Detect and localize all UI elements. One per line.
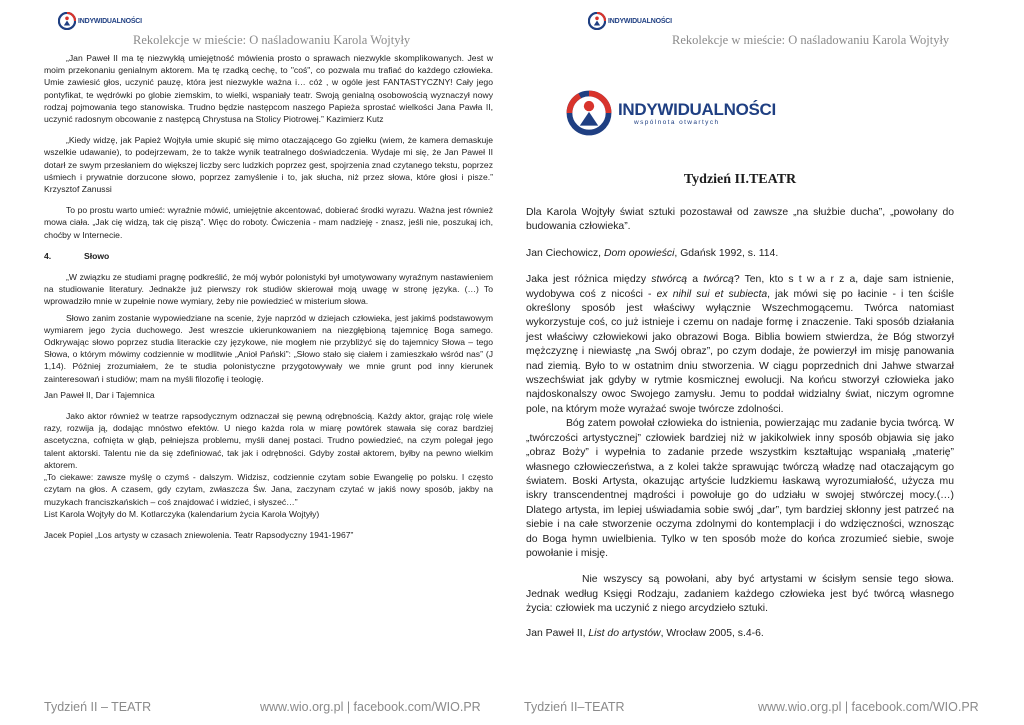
footer-links: www.wio.org.pl | facebook.com/WIO.PR [260,700,481,714]
paragraph-exercise: To po prostu warto umieć: wyraźnie mówić, umiejętnie akcentować, dobierać środki wyrazu. Ważna jest również mowa ciała. „Jak cię widzą, tak cię piszą”. Więc do roboty. Ćwiczenia - mam nadzieję - znasz, jeśli nie, poszukaj ich, choćby w Internecie. [44,205,493,240]
section-title: Słowo [84,250,110,261]
intro-paragraph: Dla Karola Wojtyły świat sztuki pozostawał od zawsze „na służbie ducha”, „powołany do budowania człowieka”. [526,207,954,233]
citation-popiel: Jacek Popiel „Los artysty w czasach zniewolenia. Teatr Rapsodyczny 1941-1967” [44,529,354,540]
quote-letter: „To ciekawe: zawsze myślę o czymś - dalszym. Widzisz, codziennie czytam sobie Ewangelię po polsku. I często czytam na głos. A czasem, gdy czytam, zwłaszcza Św. Jana, zaczynam czytać w jakiś nowy sposób, jakby na muzykach franciszkańskich – coś znajdować i widzieć, i słyszeć…” [44,472,493,507]
quote-word: Słowo zanim zostanie wypowiedziane na scenie, żyje naprzód w dziejach człowieka, jest jakimś podstawowym wymiarem jego życia duchowego. Jest wreszcie ukierunkowaniem na niezgłębioną tajemnicę Boga samego. Odkrywając słowo poprzez studia literackie czy językowe, nie mogłem nie przybliżyć się do tajemnicy Słowa – tego Słowa, o którym mówimy codziennie w modlitwie „Anioł Pański”: „Słowo stało się ciałem i zamieszkało wśród nas” (J 1,14). Później zrozumiałem, że te studia polonistyczne przygotowywały we mnie grunt pod inny kierunek zainteresowań i studiów; mam na myśli filozofię i teologię. [44,312,493,384]
brand-tagline: wspólnota otwartych [634,119,720,126]
brand-logo-large [566,90,776,136]
citation-dar: Jan Paweł II, Dar i Tajemnica [44,389,155,400]
section-number: 4. [44,250,52,261]
paragraph-god-calls: Bóg zatem powołał człowieka do istnienia, powierzając mu zadanie bycia twórcą. W „twórczości artystycznej” człowiek bardziej niż w jakikolwiek inny sposób objawia się jako „obraz Boży” i wypełnia to zadanie przede wszystkim kształtując wspaniałą „materię” własnego człowieczeństwa, a z kolei także sprawując twórczą władzę nad otaczającym go światem. Boski Artysta, okazując artyście ludzkiemu łaskawą wyrozumiałość, użycza mu iskry transcendentnej mądrości i powołuje go do udziału w swojej stwórczej mocy.(…) Dlatego artysta, im lepiej uświadamia sobie swój „dar”, tym bardziej skłonny jest patrzeć na siebie i na całe stworzenie oczyma zdolnymi do kontemplacji i do wdzięczności, wznosząc do Boga hymn uwielbienia. Tylko w ten sposób może do końca zrozumieć siebie, swoje powołanie i misję. [526,418,954,559]
running-header: Rekolekcje w mieście: O naśladowaniu Karola Wojtyły [133,33,411,47]
footer-week-right: Tydzień II–TEATR [524,700,625,714]
week-title: Tydzień II.TEATR [683,172,797,187]
footer-links-right: www.wio.org.pl | facebook.com/WIO.PR [758,700,979,714]
brand-logo-small [58,12,142,30]
paragraph-not-all: Nie wszyscy są powołani, aby być artystami w ścisłym sensie tego słowa. Jednak według Księgi Rodzaju, zadaniem każdego człowieka jest być twórcą własnego życia: człowiek ma uczynić z niego arcydzieło sztuki. [526,574,954,615]
quote-kutz: „Jan Paweł II ma tę niezwykłą umiejętność mówienia prosto o sprawach niezwykle skomplikowanych. Jest w moim przekonaniu genialnym aktorem. Ma tę rzadką cechę, to "coś", co pozwala mu trafiać do każdego człowieka. Umie zawiesić głos, uczynić pauzę, która jest niezwykle ważna i… cóż , w ogóle jest FANTASTYCZNY! Cały jego pontyfikat, te wędrówki po globie ziemskim, to wielki, wspaniały teatr. Swoją genialną osobowością wyznaczył nowy rodzaj pojmowania tego stanowiska. Trudno będzie następcom naszego Papieża sprostać wielkości Jana Pawła II, uczynić radosnym obcowanie z następcą Chrystusa na Stolicy Piotrowej.” Kazimierz Kutz [44,53,493,125]
right-body [526,206,954,641]
quote-studies: „W związku ze studiami pragnę podkreślić, że mój wybór polonistyki był umotywowany wyraźnym nastawieniem na studiowanie literatury. Jednakże już pierwszy rok studiów skierował moją uwagę w stronę języka. (…) To wprowadziło mnie w zupełnie nowe wymiary, żeby nie powiedzieć w misterium słowa. [44,272,493,307]
citation-ciechowicz: Jan Ciechowicz, Dom opowieści, Gdańsk 1992, s. 114. [526,247,779,259]
letter-source: List Karola Wojtyły do M. Kotlarczyka (kalendarium życia Karola Wojtyły) [44,508,320,519]
section-heading [44,250,493,262]
brand-name: INDYWIDUALNOŚCI [608,17,672,25]
brand-name: INDYWIDUALNOŚCI [78,17,142,25]
left-body [44,52,493,541]
running-header: Rekolekcje w mieście: O naśladowaniu Karola Wojtyły [672,33,950,47]
brand-emblem-icon [588,12,606,30]
brand-logo-small [588,12,672,30]
citation-letter-artists: Jan Paweł II, List do artystów, Wrocław 2005, s.4-6. [526,627,764,639]
quote-zanussi: „Kiedy widzę, jak Papież Wojtyła umie skupić się mimo otaczającego Go zgiełku (wiem, że kamera demaskuje wszelkie udawanie), to podejrzewam, że to także wynik teatralnego doświadczenia. Wydaje mi się, że Jan Paweł II dotarł ze swym przesłaniem do większej liczby serc ludzkich poprzez gest, spojrzenia znad czytanego tekstu, poprzez uśmiech i prywatnie dorzucone słowo, poprzez zamyślenie i to, jak słucha, niż przez słowa, które głosi i pisze.” Krzysztof Zanussi [44,135,493,195]
footer-week: Tydzień II – TEATR [44,700,152,714]
paragraph-creator: Jaka jest różnica między stwórcą a twórcą? Ten, kto s t w a r z a, daje sam istnienie, wydobywa coś z nicości - ex nihil sui et subiecta, jak mówi się po łacinie - i ten ściśle określony sposób jest właściwy wyłącznie Wszechmogącemu. Twórca natomiast wykorzystuje coś, co już istnieje i czemu on nadaje formę i znaczenie. Taki sposób działania jest właściwy człowiekowi jako obrazowi Boga. Biblia bowiem stwierdza, że Bóg stworzył mężczyznę i niewiastę „na Swój obraz”, po czym dodaje, że powierzył im misję panowania nad ziemią. Było to w ostatnim dniu stworzenia. W ciągu poprzednich dni Jahwe stwarzał wszechświat jak gdyby w rytmie kosmicznej ewolucji. Na końcu stworzył człowieka jako najdoskonalszy owoc Swojego zamysłu. Jemu to poddał widzialny świat, niczym ogromne pole, na którym może wyrażać swoje twórcze zdolności. [526,274,955,415]
brand-emblem-icon [58,12,76,30]
brand-emblem-icon [566,90,612,136]
paragraph-actor: Jako aktor również w teatrze rapsodycznym odznaczał się pewną odrębnością. Każdy aktor, grając rolę wiele razy, rozwija ją, dodając mnóstwo efektów. U niego każda rola w miarę powtórek stawała się coraz bardziej ascetyczna, cofnięta w głąb, pełniejsza problemu, myśli danej postaci. Trudno powiedzieć, na czym polegał jego talent aktorski. Talentu nie da się zdefiniować, tak jak i odrębności. Gdyby został aktorem, byłby na pewno wielkim aktorem. [44,411,493,470]
brand-name-large: INDYWIDUALNOŚCI [618,100,776,119]
